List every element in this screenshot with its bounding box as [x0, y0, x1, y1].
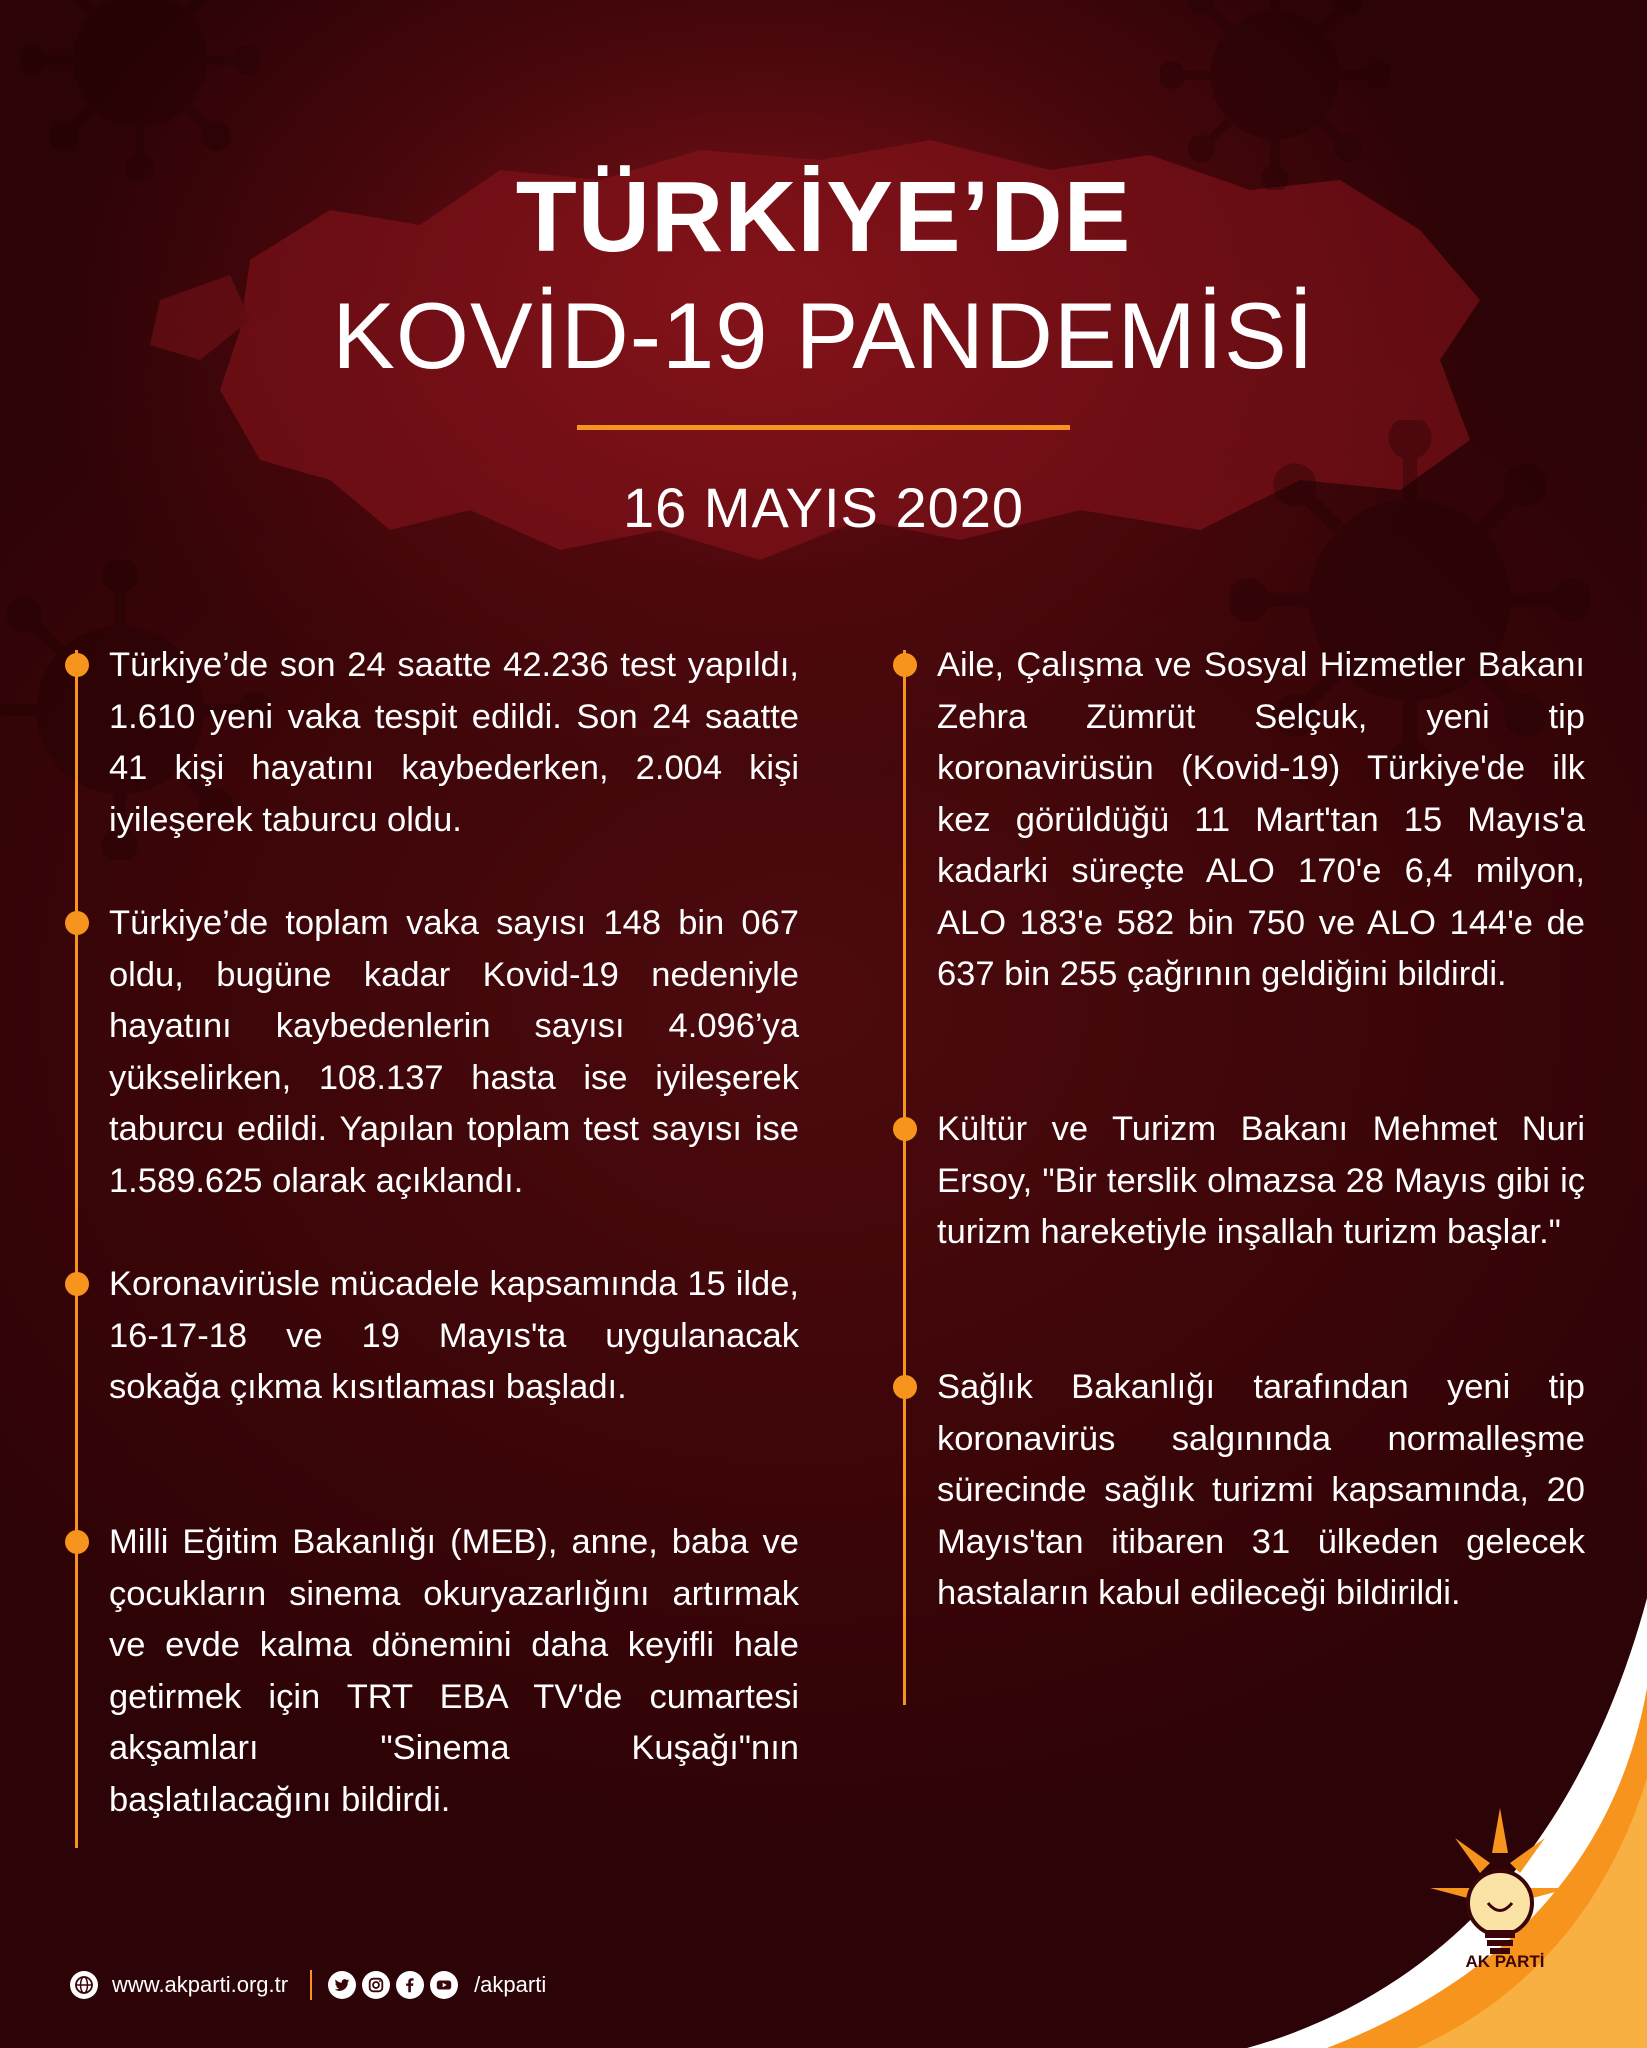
logo-label: AK PARTİ — [1465, 1952, 1545, 1971]
virus-icon — [20, 0, 260, 180]
footer-divider — [310, 1970, 312, 2000]
news-item: Türkiye’de toplam vaka sayısı 148 bin 067 oldu, bugüne kadar Kovid-19 nedeniyle hayatını kaybedenlerin sayısı 4.096’ya yükselirken, 108.137 hasta ise iyileşerek taburcu edildi. Yapılan toplam test sayısı ise 1.589.625 olarak açıklandı. — [109, 904, 799, 1200]
timeline-bullet — [893, 653, 917, 677]
right-news-column — [893, 640, 1593, 1710]
title-divider — [577, 425, 1070, 430]
website-link[interactable]: www.akparti.org.tr — [112, 1972, 289, 1997]
globe-icon[interactable] — [70, 1971, 98, 1999]
timeline-bullet — [893, 1117, 917, 1141]
timeline-bullet — [65, 1272, 89, 1296]
youtube-icon[interactable] — [430, 1971, 458, 1999]
news-item: Türkiye’de son 24 saatte 42.236 test yapıldı, 1.610 yeni vaka tespit edildi. Son 24 saatte 41 kişi hayatını kaybederken, 2.004 kişi iyileşerek taburcu oldu. — [109, 646, 799, 839]
facebook-icon[interactable] — [396, 1971, 424, 1999]
news-item: Koronavirüsle mücadele kapsamında 15 ilde, 16-17-18 ve 19 Mayıs'ta uygulanacak sokağa çıkma kısıtlaması başladı. — [109, 1265, 799, 1406]
timeline-line — [903, 650, 906, 1705]
timeline-bullet — [65, 1530, 89, 1554]
page-subtitle: KOVİD-19 PANDEMİSİ — [332, 283, 1315, 388]
footer — [70, 1965, 546, 2005]
timeline-line — [75, 650, 78, 1848]
timeline-bullet — [65, 911, 89, 935]
news-item: Milli Eğitim Bakanlığı (MEB), anne, baba ve çocukların sinema okuryazarlığını artırmak ve evde kalma dönemini daha keyifli hale getirmek için TRT EBA TV'de cumartesi akşamları "Sinema Kuşağı"nın başlatılacağını bildirdi. — [109, 1523, 799, 1819]
news-item: Aile, Çalışma ve Sosyal Hizmetler Bakanı Zehra Zümrüt Selçuk, yeni tip koronavirüsün (Kovid-19) Türkiye'de ilk kez görüldüğü 11 Mart'tan 15 Mayıs'a kadarki süreçte ALO 170'e 6,4 milyon, ALO 183'e 582 bin 750 ve ALO 144'e de 637 bin 255 çağrının geldiğini bildirdi. — [937, 646, 1585, 993]
left-news-column — [65, 640, 805, 1850]
news-item: Kültür ve Turizm Bakanı Mehmet Nuri Ersoy, "Bir terslik olmazsa 28 Mayıs gibi iç turizm hareketiyle inşallah turizm başlar." — [937, 1110, 1585, 1251]
news-item: Sağlık Bakanlığı tarafından yeni tip koronavirüs salgınında normalleşme sürecinde sağlık turizmi kapsamında, 20 Mayıs'tan itibaren 31 ülkeden gelecek hastaların kabul edileceği bildirildi. — [937, 1368, 1585, 1612]
timeline-bullet — [65, 653, 89, 677]
twitter-icon[interactable] — [328, 1971, 356, 1999]
social-handle[interactable]: /akparti — [474, 1972, 547, 1997]
page-title: TÜRKİYE’DE — [515, 161, 1132, 273]
date-label: 16 MAYIS 2020 — [622, 476, 1025, 539]
timeline-bullet — [893, 1375, 917, 1399]
instagram-icon[interactable] — [362, 1971, 390, 1999]
